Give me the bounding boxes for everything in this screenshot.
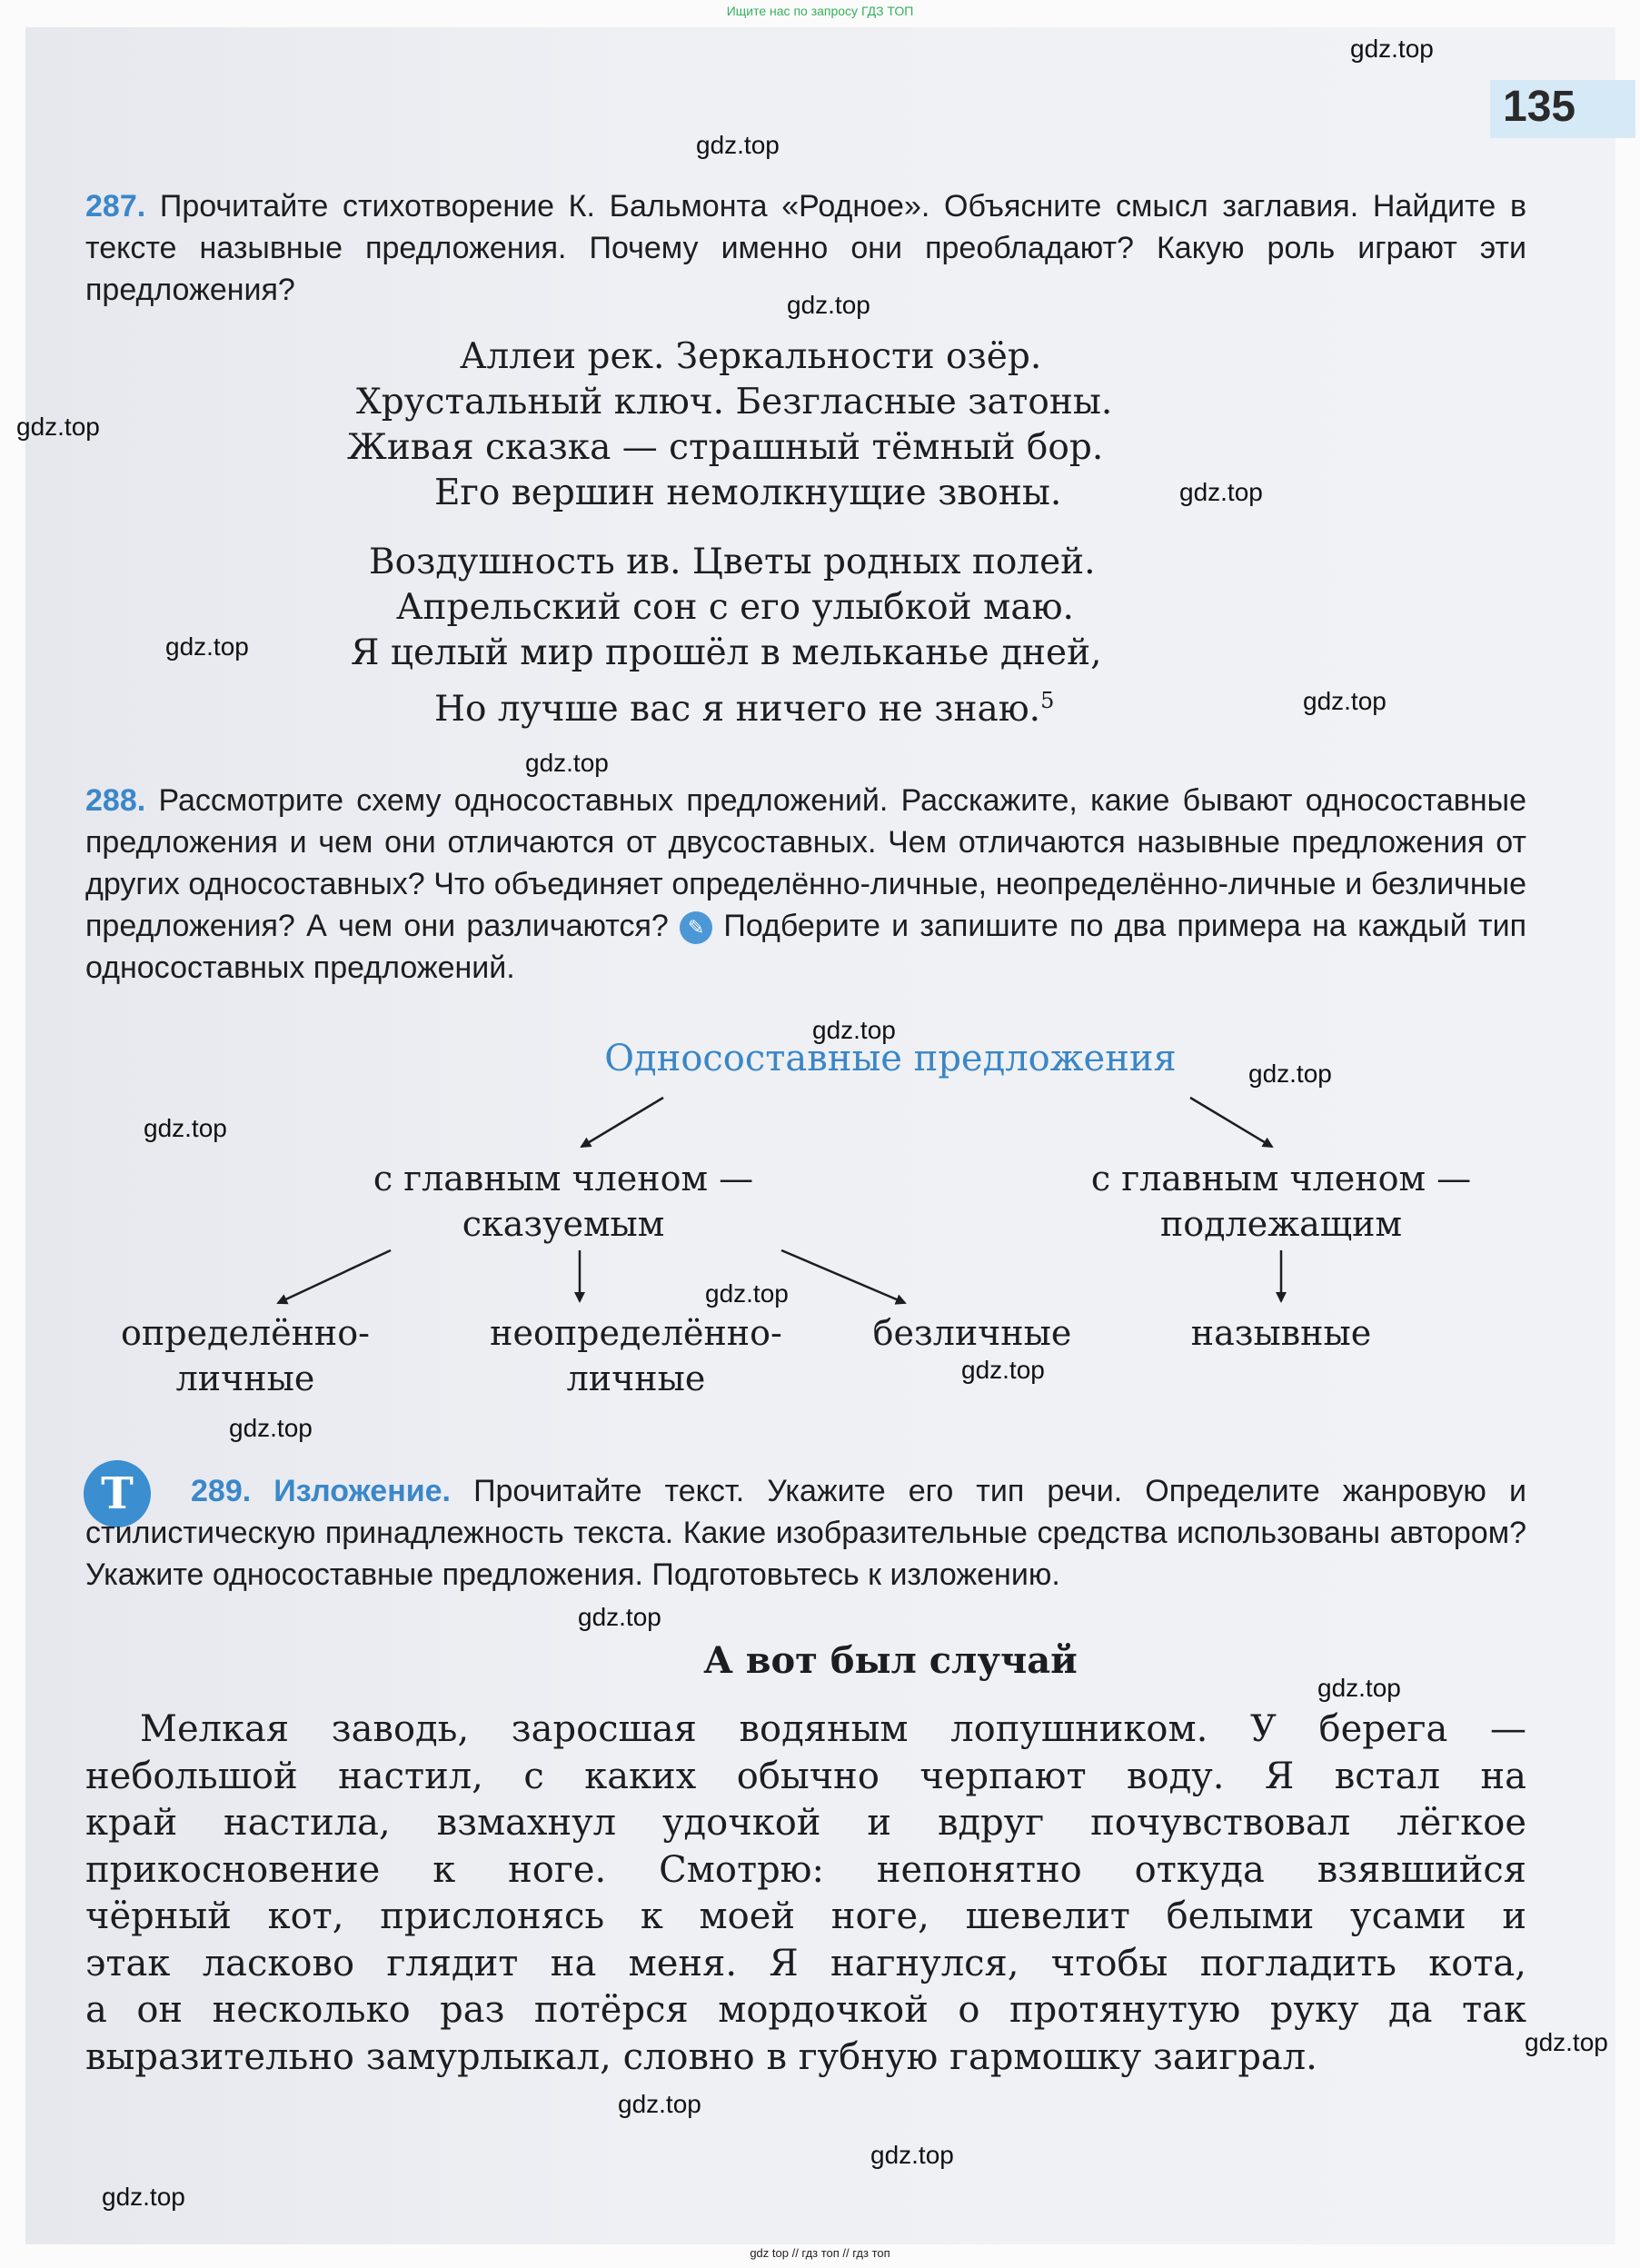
watermark: gdz.top (229, 1414, 313, 1442)
watermark: gdz.top (165, 632, 249, 661)
story-title: А вот был случай (703, 1639, 1078, 1682)
story-text (85, 1706, 1526, 2081)
arrow (1190, 1098, 1272, 1147)
exercise-text: Прочитайте текст. Укажите его тип речи. Определите жанровую и стилистическую принадлежность текста. Какие изобразительные средства использованы автором? Укажите односоставные предложения. Подготовьтесь к изложению. (85, 1474, 1526, 1592)
exercise-text-continued: Подберите и запишите по два примера на каждый тип односоставных предложений. (85, 909, 1526, 985)
watermark: gdz.top (812, 1016, 896, 1044)
page-number: 135 (1503, 83, 1576, 131)
theory-badge: Т (84, 1460, 151, 1527)
arrow (581, 1098, 663, 1147)
watermark: gdz.top (696, 131, 780, 159)
poem-line: Я целый мир прошёл в мельканье дней, (351, 632, 1102, 673)
exercise-number: 287. (85, 189, 146, 224)
branch-line: с главным членом — (1090, 1159, 1472, 1199)
watermark: gdz.top (1317, 1674, 1401, 1702)
story-line: прикосновение к ноге. Смотрю: непонятно откуда взявшийся (85, 1848, 1526, 1891)
footnote-mark: 5 (1040, 688, 1055, 713)
watermark: gdz.top (144, 1114, 227, 1142)
leaf-line: неопределённо- (490, 1313, 782, 1353)
watermark: gdz.top (1248, 1059, 1332, 1088)
poem-line: Апрельский сон с его улыбкой маю. (396, 587, 1074, 628)
pencil-icon: ✎ (680, 911, 712, 944)
story-line: небольшой настил, с каких обычно черпают воду. Я встал на (85, 1755, 1526, 1797)
type-nominative: назывные (1190, 1313, 1372, 1353)
branch-line: с главным членом — (373, 1159, 754, 1199)
watermark: gdz.top (961, 1356, 1045, 1384)
watermark: gdz.top (16, 413, 100, 441)
story-line: этак ласково глядит на меня. Я нагнулся, чтобы погладить кота, (85, 1942, 1526, 1984)
watermark: gdz.top (525, 749, 609, 777)
arrow (781, 1250, 905, 1303)
story-line: выразительно замурлыкал, словно в губную гармошку заиграл. (85, 2035, 1317, 2078)
exercise-number: 289. (191, 1474, 252, 1508)
bottom-note: gdz top // гдз топ // гдз топ (750, 2246, 890, 2260)
watermark: gdz.top (1303, 687, 1387, 715)
watermark: gdz.top (870, 2141, 954, 2169)
story-line: Мелкая заводь, заросшая водяным лопушником. У берега — (140, 1708, 1526, 1750)
story-line: а он несколько раз потёрся мордочкой о протянутую руку да так (85, 1989, 1526, 2031)
diagram-title: Односоставные предложения (604, 1038, 1177, 1079)
poem-line: Его вершин немолкнущие звоны. (434, 472, 1062, 513)
exercise-text: Прочитайте стихотворение К. Бальмонта «Родное». Объясните смысл заглавия. Найдите в тексте назывные предложения. Почему именно они преобладают? Какую роль играют эти предложения? (85, 189, 1527, 307)
watermark: gdz.top (102, 2183, 185, 2211)
poem-line: Живая сказка — страшный тёмный бор. (347, 427, 1104, 468)
leaf-line: определённо- (121, 1313, 370, 1353)
poem-line: Воздушность ив. Цветы родных полей. (369, 542, 1096, 582)
exercise-heading: Изложение. (273, 1474, 451, 1508)
watermark: gdz.top (705, 1279, 789, 1308)
leaf-line: личные (175, 1358, 315, 1398)
arrow (278, 1250, 391, 1303)
poem-line: Хрустальный ключ. Безгласные затоны. (356, 382, 1113, 423)
watermark: gdz.top (578, 1603, 661, 1631)
top-note: Ищите нас по запросу ГДЗ ТОП (726, 4, 914, 18)
exercise-text: Рассмотрите схему односоставных предложений. Расскажите, какие бывают односоставные предложения и чем они отличаются от двусоставных. Чем отличаются назывные предложения от других односоставных? Что объединяет определённо-личные, неопределённо-личные и безличные предложения? А чем они различаются? (85, 783, 1526, 943)
story-line: край настила, взмахнул удочкой и вдруг почувствовал лёгкое (85, 1802, 1526, 1844)
type-impersonal: безличные (872, 1313, 1072, 1353)
branch-line: сказуемым (462, 1204, 665, 1244)
watermark: gdz.top (787, 291, 870, 319)
watermark: gdz.top (1179, 478, 1263, 506)
branch-line: подлежащим (1159, 1204, 1403, 1244)
exercise-289 (85, 1470, 1526, 1596)
leaf-line: личные (566, 1358, 706, 1398)
poem-line: Аллеи рек. Зеркальности озёр. (460, 336, 1042, 377)
watermark: gdz.top (1525, 2028, 1608, 2056)
story-line: чёрный кот, прислонясь к моей ноге, шевелит белыми усами и (85, 1895, 1526, 1937)
watermark: gdz.top (1350, 35, 1434, 63)
watermark: gdz.top (618, 2090, 701, 2118)
exercise-number: 288. (85, 783, 146, 818)
poem-line-text: Но лучше вас я ничего не знаю. (434, 689, 1041, 730)
